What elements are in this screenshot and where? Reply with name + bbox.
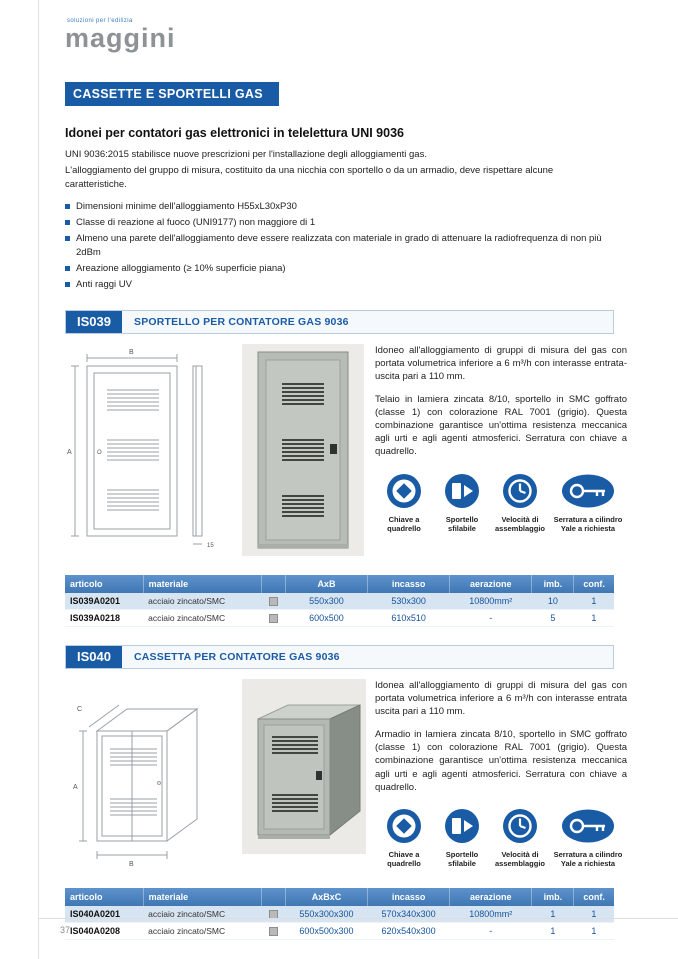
category-banner: CASSETTE E SPORTELLI GAS <box>65 82 279 106</box>
list-item-text: Dimensioni minime dell'alloggiamento H55xL30xP30 <box>76 200 297 212</box>
feature-label: Chiave a quadrello <box>387 514 421 533</box>
intro-title: Idonei per contatori gas elettronici in telelettura UNI 9036 <box>65 126 404 140</box>
cell-incasso: 620x540x300 <box>381 926 436 937</box>
cell-aerazione: 10800mm² <box>469 908 513 919</box>
cell-materiale: acciaio zincato/SMC <box>148 595 226 606</box>
brand-tagline: soluzioni per l'edilizia <box>67 18 133 24</box>
feature-icons-row <box>375 806 627 869</box>
section-code-badge: IS040 <box>66 646 122 668</box>
section-code-badge: IS039 <box>66 311 122 333</box>
feature-label: Serratura a cilindro Yale a richiesta <box>553 849 623 869</box>
col-header-imb: imb. <box>532 575 574 593</box>
keyhole <box>316 771 322 780</box>
brand-name: maggini <box>65 23 176 53</box>
product-section-is039 <box>65 310 627 627</box>
table-header-row <box>65 575 614 593</box>
product-photo-cassetta <box>242 679 366 874</box>
cell-dim: 550x300 <box>309 595 344 606</box>
cell-swatch <box>261 609 285 626</box>
feature-label: Serratura a cilindro Yale a richiesta <box>553 514 623 533</box>
feature-icons-row <box>375 471 627 534</box>
dim-label-a: A <box>67 448 72 456</box>
col-header-articolo: articolo <box>65 888 143 906</box>
cell-dim: 600x500x300 <box>299 926 354 937</box>
description-paragraph: Idonea all'alloggiamento di gruppi di misura del gas con portata volumetrica inferiore a 6 m³/h con interasse entrata uscita pari a 110 mm. <box>375 679 627 718</box>
cell-dim: 600x500 <box>309 612 344 623</box>
cylinder-lock-icon <box>560 806 616 846</box>
list-item-text: Anti raggi UV <box>76 279 132 291</box>
cell-imb: 10 <box>547 595 558 606</box>
square-key-icon <box>385 471 423 511</box>
col-header-imb: imb. <box>532 888 574 906</box>
brand-logo <box>65 18 614 52</box>
intro-paragraph-2: L'alloggiamento del gruppo di misura, costituito da una nicchia con sportello o da un armadio, deve rispettare alcune caratteristiche. <box>65 165 554 190</box>
keyhole <box>330 444 337 454</box>
section-title: SPORTELLO PER CONTATORE GAS 9036 <box>133 315 349 328</box>
section-header <box>65 645 614 669</box>
cell-aerazione: - <box>489 612 493 623</box>
removable-door-icon <box>443 806 481 846</box>
list-item <box>65 200 614 213</box>
product-description <box>375 344 627 561</box>
dim-label-c: C <box>77 705 83 713</box>
cell-articolo: IS039A0218 <box>70 612 121 623</box>
dim-label-b: B <box>129 348 134 356</box>
clock-icon <box>501 806 539 846</box>
page-left-edge <box>38 0 39 959</box>
page-number: 37 <box>60 925 71 935</box>
col-header-conf: conf. <box>574 575 614 593</box>
bullet-square-icon <box>65 236 70 241</box>
feature-cylinder-lock <box>549 471 627 534</box>
technical-drawing-cassetta <box>65 679 233 874</box>
feature-label: Sportello sfilabile <box>445 849 479 869</box>
list-item <box>65 216 614 229</box>
clock-icon <box>501 471 539 511</box>
dim-label-o: O <box>97 449 102 456</box>
dim-label-b: B <box>129 860 134 868</box>
list-item-text: Areazione alloggiamento (≥ 10% superficie piana) <box>76 263 286 275</box>
feature-removable-door <box>433 471 491 534</box>
col-header-conf: conf. <box>574 888 614 906</box>
col-header-aerazione: aerazione <box>450 888 532 906</box>
cell-swatch <box>261 593 285 610</box>
cell-articolo: IS040A0208 <box>70 926 121 937</box>
feature-label: Chiave a quadrello <box>387 849 421 869</box>
cell-conf: 1 <box>591 595 597 606</box>
product-description <box>375 679 627 874</box>
section-header <box>65 310 614 334</box>
material-swatch <box>269 597 278 606</box>
intro-section <box>65 126 614 292</box>
list-item-text: Classe di reazione al fuoco (UNI9177) non maggiore di 1 <box>76 217 316 229</box>
feature-cylinder-lock <box>549 806 627 869</box>
col-header-aerazione: aerazione <box>450 575 532 593</box>
bullet-square-icon <box>65 282 70 287</box>
bullet-square-icon <box>65 220 70 225</box>
cell-materiale: acciaio zincato/SMC <box>148 908 226 919</box>
description-paragraph: Armadio in lamiera zincata 8/10, sportello in SMC goffrato (classe 1) con colorazione RAL 7001 (grigio). Questa combinazione garantisce un'ottima resistenza meccanica agli urti e agli agenti atmosferici. Serratura con chiave a quadrello. <box>375 729 627 793</box>
list-item <box>65 278 614 291</box>
bullet-square-icon <box>65 266 70 271</box>
page-footer <box>38 918 678 938</box>
dim-label-depth: 15 <box>207 542 214 549</box>
col-header-materiale: materiale <box>143 575 261 593</box>
col-header-articolo: articolo <box>65 575 143 593</box>
col-header-swatch <box>261 575 285 593</box>
feature-assembly-speed <box>491 471 549 534</box>
feature-assembly-speed <box>491 806 549 869</box>
cell-articolo: IS040A0201 <box>70 908 121 919</box>
square-key-icon <box>385 806 423 846</box>
bullet-square-icon <box>65 204 70 209</box>
cell-articolo: IS039A0201 <box>70 595 121 606</box>
feature-square-key <box>375 806 433 869</box>
table-header-row <box>65 888 614 906</box>
dim-label-a: A <box>73 783 78 791</box>
cell-imb: 1 <box>550 926 556 937</box>
material-swatch <box>269 614 278 623</box>
feature-label: Sportello sfilabile <box>445 514 479 533</box>
col-header-swatch <box>261 888 285 906</box>
feature-removable-door <box>433 806 491 869</box>
section-title: CASSETTA PER CONTATORE GAS 9036 <box>133 650 340 663</box>
table-row <box>65 593 614 610</box>
cell-dim: 550x300x300 <box>299 908 354 919</box>
description-paragraph: Idoneo all'alloggiamento di gruppi di misura del gas con portata volumetrica inferiore a 6 m³/h con interasse entrata-uscita pari a 110 mm. <box>375 344 627 382</box>
cell-conf: 1 <box>591 908 597 919</box>
cell-imb: 5 <box>550 612 556 623</box>
requirements-list <box>65 200 614 292</box>
cell-incasso: 530x300 <box>391 595 426 606</box>
intro-paragraph-1: UNI 9036:2015 stabilisce nuove prescrizioni per l'installazione degli alloggiamenti gas. <box>65 149 427 160</box>
removable-door-icon <box>443 471 481 511</box>
feature-label: Velocità di assemblaggio <box>494 514 546 533</box>
cell-materiale: acciaio zincato/SMC <box>148 926 226 937</box>
feature-square-key <box>375 471 433 534</box>
description-paragraph: Telaio in lamiera zincata 8/10, sportello in SMC goffrato (classe 1) con colorazione RAL 7001 (grigio). Questa combinazione garantisce un'ottima resistenza meccanica agli urti e agli agenti atmosferici. Serratura con chiave a quadrello. <box>375 394 627 458</box>
cylinder-lock-icon <box>560 471 616 511</box>
list-item <box>65 262 614 275</box>
col-header-incasso: incasso <box>368 575 450 593</box>
cell-imb: 1 <box>550 908 556 919</box>
cell-aerazione: 10800mm² <box>469 595 513 606</box>
product-table-is039 <box>65 575 614 627</box>
list-item <box>65 232 614 259</box>
col-header-incasso: incasso <box>368 888 450 906</box>
list-item-text: Almeno una parete dell'alloggiamento deve essere realizzata con materiale in grado di attenuare la radiofrequenza di non più 2dBm <box>76 233 602 258</box>
col-header-materiale: materiale <box>143 888 261 906</box>
table-row <box>65 609 614 626</box>
product-photo-sportello <box>242 344 366 561</box>
cell-conf: 1 <box>591 612 597 623</box>
cell-incasso: 570x340x300 <box>381 908 436 919</box>
col-header-axb: AxB <box>285 575 367 593</box>
product-section-is040 <box>65 645 627 940</box>
feature-label: Velocità di assemblaggio <box>494 849 546 869</box>
cell-conf: 1 <box>591 926 597 937</box>
cell-incasso: 610x510 <box>391 612 426 623</box>
technical-drawing-sportello <box>65 344 233 561</box>
col-header-axbxc: AxBxC <box>285 888 367 906</box>
cell-aerazione: - <box>489 926 493 937</box>
cell-materiale: acciaio zincato/SMC <box>148 612 226 623</box>
